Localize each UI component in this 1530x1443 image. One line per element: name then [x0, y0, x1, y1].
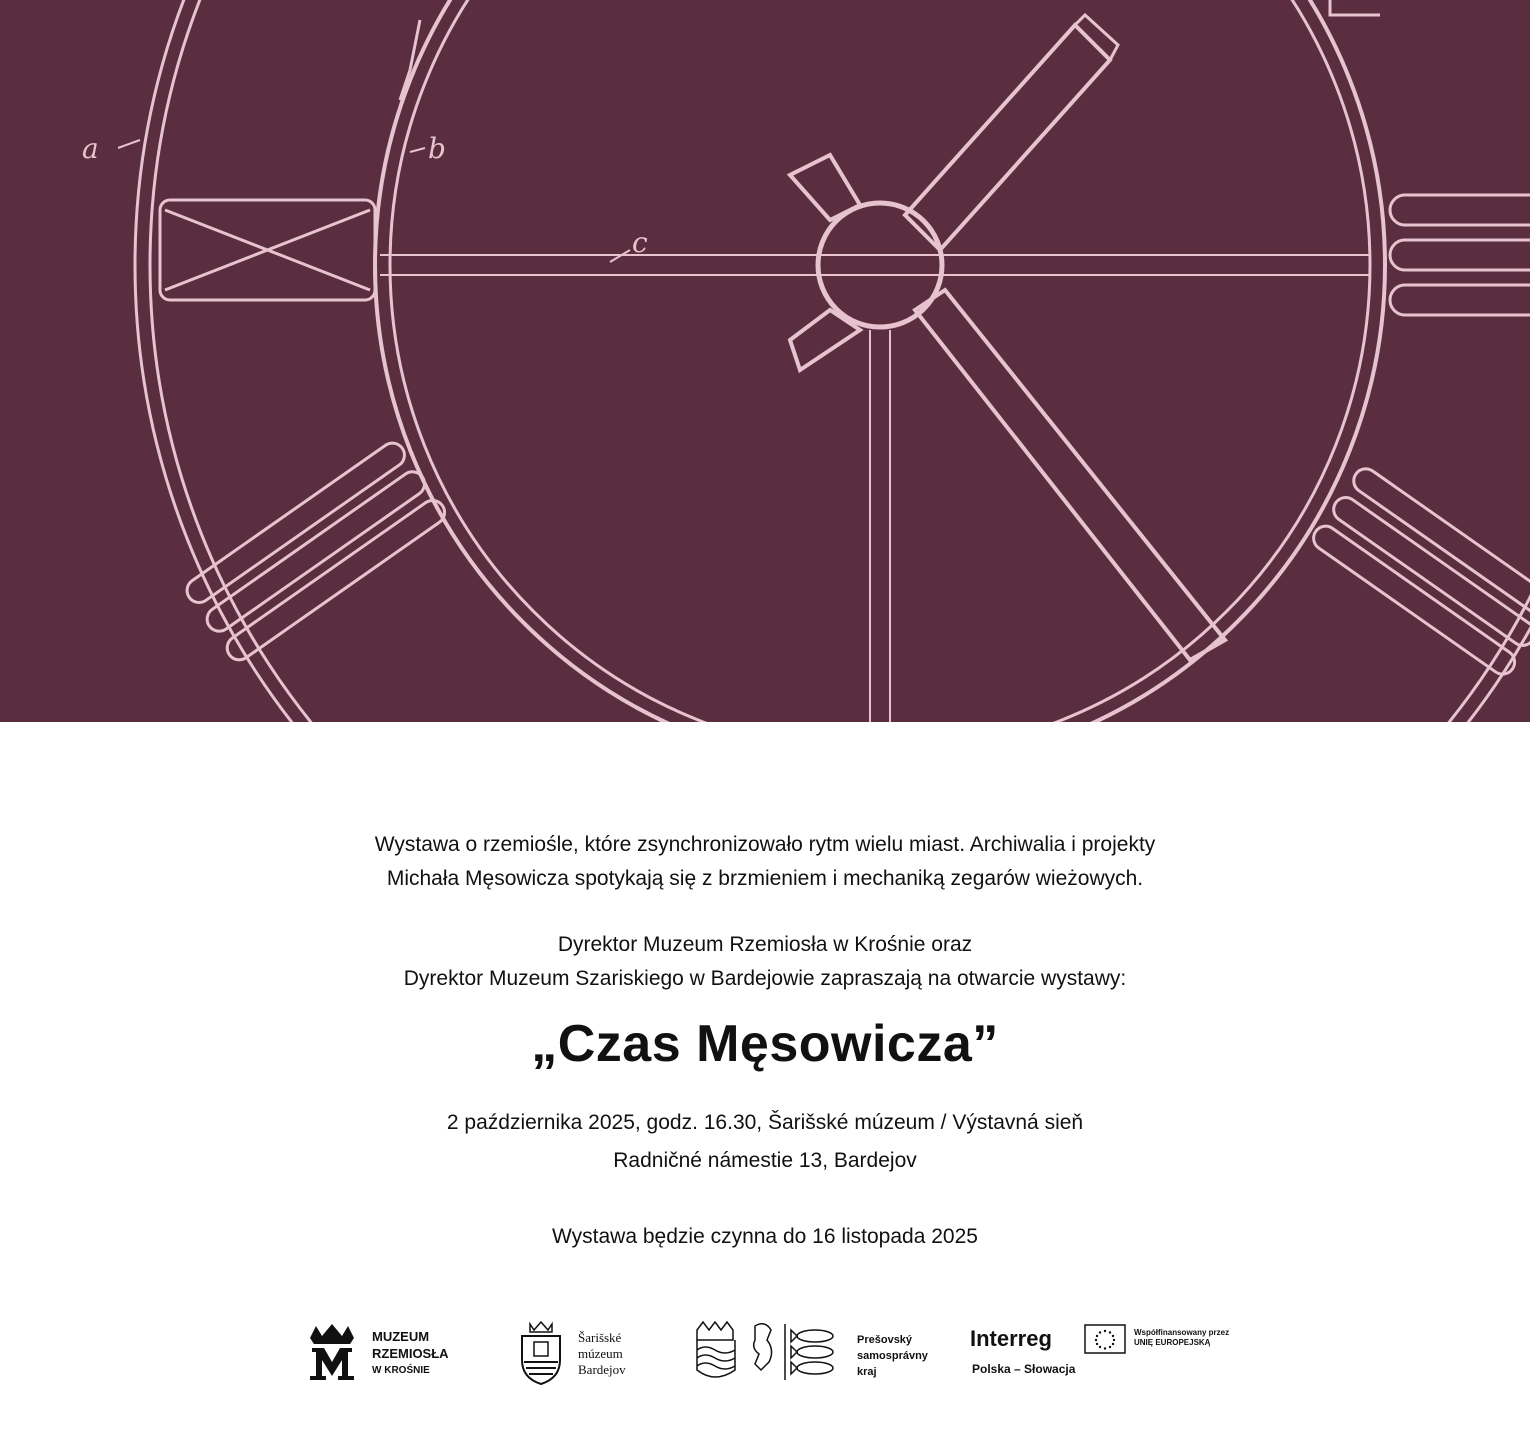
eu-line-2: UNIĘ EUROPEJSKĄ: [1134, 1338, 1211, 1347]
logo-muzeum-rzemiosla: [308, 1318, 478, 1388]
crown-m-icon: [308, 1324, 356, 1382]
krosno-line-3: W KROŚNIE: [372, 1365, 430, 1376]
label-c: c: [632, 226, 648, 259]
event-address: Radničné námestie 13, Bardejov: [613, 1149, 917, 1172]
krosno-line-2: RZEMIOSŁA: [372, 1346, 449, 1361]
invite-line-2: Dyrektor Muzeum Szariskiego w Bardejowie zapraszają na otwarcie wystawy:: [403, 967, 1127, 990]
presov-line-3: kraj: [857, 1366, 877, 1378]
bardejov-line-1: Šarišské: [578, 1330, 622, 1345]
coat-of-arms-icon: [518, 1320, 564, 1386]
interreg-sub: Polska – Słowacja: [972, 1362, 1076, 1376]
logo-sarisske-muzeum: [518, 1318, 658, 1388]
presov-line-1: Prešovský: [857, 1334, 913, 1346]
label-b: b: [428, 132, 446, 165]
intro-line-1: Wystawa o rzemiośle, które zsynchronizowało rytm wielu miast. Archiwalia i projekty: [374, 833, 1156, 856]
invitation-text: [0, 928, 1530, 996]
bardejov-line-3: Bardejov: [578, 1362, 626, 1377]
closing-date: Wystawa będzie czynna do 16 listopada 2025: [552, 1225, 978, 1248]
eu-line-1: Współfinansowany przez: [1134, 1328, 1230, 1337]
label-a: a: [82, 132, 99, 165]
invite-line-1: Dyrektor Muzeum Rzemiosła w Krośnie oraz: [557, 933, 973, 956]
event-date-venue: 2 października 2025, godz. 16.30, Šarišské múzeum / Výstavná sieň: [446, 1111, 1084, 1134]
exhibition-title: „Czas Męsowicza”: [531, 1015, 999, 1073]
intro-text: [0, 828, 1530, 896]
intro-line-2: Michała Męsowicza spotykają się z brzmieniem i mechaniką zegarów wieżowych.: [386, 867, 1144, 890]
krosno-line-1: MUZEUM: [372, 1329, 430, 1344]
logo-presovsky-kraj: [695, 1318, 935, 1388]
presov-line-2: samosprávny: [857, 1350, 928, 1362]
event-details: [0, 1104, 1530, 1180]
bardejov-line-2: múzeum: [578, 1346, 623, 1361]
eu-flag-icon: [1084, 1324, 1126, 1354]
regional-emblems-icon: [695, 1320, 845, 1386]
logo-interreg: [970, 1318, 1250, 1388]
partner-logos: [0, 1318, 1530, 1398]
interreg-name: Interreg: [970, 1326, 1052, 1351]
